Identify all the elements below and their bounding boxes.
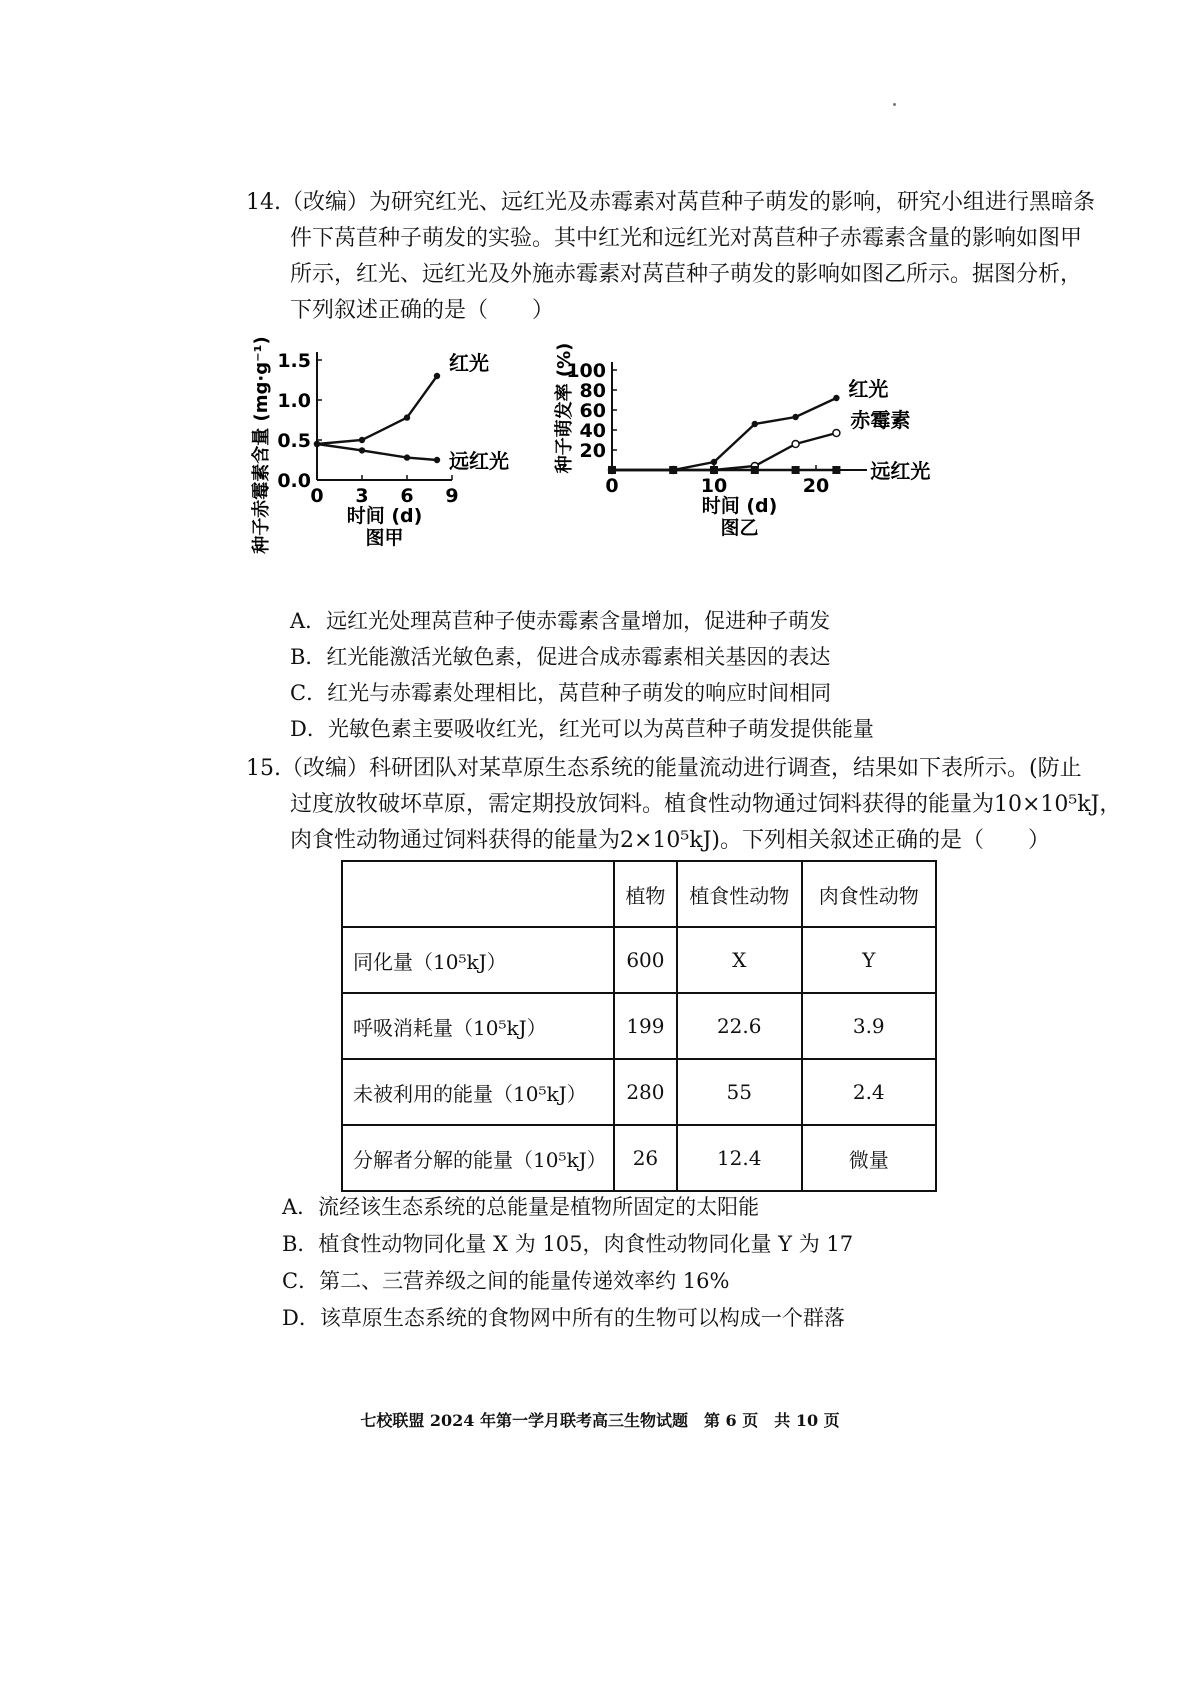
series-label: 远红光 — [449, 449, 509, 473]
table-cell: 未被利用的能量（10⁵kJ） — [342, 1059, 614, 1125]
q15-line-3: 肉食性动物通过饲料获得的能量为2×10⁵kJ)。下列相关叙述正确的是（ ） — [290, 828, 1050, 853]
chart-yi — [554, 342, 1025, 595]
scan-speck — [893, 103, 896, 106]
data-point — [833, 395, 839, 401]
q14-option-c: C．红光与赤霉素处理相比，莴苣种子萌发的响应时间相同 — [290, 681, 832, 705]
series-line — [317, 444, 437, 460]
table-cell — [342, 861, 614, 927]
data-point — [710, 466, 718, 474]
table-header-row — [342, 861, 936, 927]
q15-option-a: A．流经该生态系统的总能量是植物所固定的太阳能 — [282, 1195, 760, 1219]
x-axis-label: 时间 (d) — [346, 505, 423, 527]
data-point — [792, 466, 800, 474]
y-tick-label: 0.5 — [277, 430, 311, 452]
x-tick-label: 20 — [802, 475, 830, 497]
q14-line-2: 件下莴苣种子萌发的实验。其中红光和远红光对莴苣种子赤霉素含量的影响如图甲 — [290, 226, 1083, 251]
y-tick-label: 1.5 — [277, 350, 311, 372]
y-axis-label: 种子赤霉素含量 (mg·g⁻¹) — [251, 336, 272, 554]
q15-line-2: 过度放牧破坏草原，需定期投放饲料。植食性动物通过饲料获得的能量为10×10⁵kJ， — [290, 792, 1122, 817]
data-point — [404, 414, 410, 420]
table-row — [342, 1059, 936, 1125]
data-point — [792, 441, 799, 448]
y-tick-label: 100 — [566, 360, 606, 382]
data-point — [711, 459, 717, 465]
data-point — [359, 447, 365, 453]
q15-option-b: B．植食性动物同化量 X 为 105，肉食性动物同化量 Y 为 17 — [282, 1232, 854, 1256]
chart-jia — [251, 336, 585, 595]
y-tick-label: 20 — [579, 440, 606, 462]
table-cell: 分解者分解的能量（10⁵kJ） — [342, 1125, 614, 1191]
table-cell: 呼吸消耗量（10⁵kJ） — [342, 993, 614, 1059]
q14-line-4: 下列叙述正确的是（ ） — [290, 298, 555, 323]
table-header: 肉食性动物 — [802, 861, 936, 927]
y-tick-label: 80 — [579, 380, 606, 402]
series-label: 赤霉素 — [850, 408, 911, 432]
table-cell: 600 — [614, 927, 677, 993]
q14-option-d: D．光敏色素主要吸收红光，红光可以为莴苣种子萌发提供能量 — [290, 717, 874, 741]
data-point — [751, 466, 759, 474]
x-tick-label: 9 — [445, 485, 459, 507]
page-footer: 七校联盟 2024 年第一学月联考高三生物试题 第 6 页 共 10 页 — [360, 1411, 840, 1430]
table-row — [342, 1125, 936, 1191]
table-row — [342, 927, 936, 993]
table-cell: 26 — [614, 1125, 677, 1191]
table-cell: 12.4 — [677, 1125, 802, 1191]
series-line — [317, 376, 437, 444]
table-cell: 3.9 — [802, 993, 936, 1059]
q14-option-b: B．红光能激活光敏色素，促进合成赤霉素相关基因的表达 — [290, 645, 831, 669]
data-point — [434, 457, 440, 463]
q15-line-1: 15.（改编）科研团队对某草原生态系统的能量流动进行调查，结果如下表所示。(防止 — [246, 756, 1082, 781]
data-point — [752, 421, 758, 427]
table-header: 植物 — [614, 861, 677, 927]
data-point — [792, 414, 798, 420]
q15-option-c: C．第二、三营养级之间的能量传递效率约 16% — [282, 1269, 730, 1293]
data-point — [434, 373, 440, 379]
q14-option-a: A．远红光处理莴苣种子使赤霉素含量增加，促进种子萌发 — [290, 609, 831, 633]
y-tick-label: 0.0 — [277, 470, 311, 492]
series-label: 红光 — [449, 351, 489, 375]
data-point — [314, 441, 320, 447]
x-tick-label: 0 — [310, 485, 324, 507]
table-cell: 280 — [614, 1059, 677, 1125]
series-line — [612, 398, 836, 470]
y-tick-label: 60 — [579, 400, 606, 422]
y-tick-label: 40 — [579, 420, 606, 442]
x-tick-label: 0 — [605, 475, 619, 497]
table-cell: 55 — [677, 1059, 802, 1125]
table-cell: 同化量（10⁵kJ） — [342, 927, 614, 993]
chart-title: 图乙 — [720, 517, 759, 539]
y-tick-label: 1.0 — [277, 390, 311, 412]
table-cell: X — [677, 927, 802, 993]
data-point — [832, 466, 840, 474]
data-point — [359, 437, 365, 443]
x-tick-label: 10 — [700, 475, 728, 497]
x-tick-label: 3 — [355, 485, 369, 507]
series-label: 远红光 — [870, 459, 931, 483]
x-tick-label: 6 — [400, 485, 414, 507]
table-row — [342, 993, 936, 1059]
table-header: 植食性动物 — [677, 861, 802, 927]
y-axis-label: 种子萌发率 (%) — [554, 342, 575, 474]
q14-line-3: 所示，红光、远红光及外施赤霉素对莴苣种子萌发的影响如图乙所示。据图分析， — [290, 262, 1083, 287]
table-cell: 22.6 — [677, 993, 802, 1059]
chart-title: 图甲 — [365, 527, 404, 549]
q15-option-d: D．该草原生态系统的食物网中所有的生物可以构成一个群落 — [282, 1306, 845, 1330]
data-point — [608, 466, 616, 474]
data-point — [669, 466, 677, 474]
series-label: 红光 — [848, 377, 889, 401]
energy-table — [341, 860, 937, 1192]
table-cell: 2.4 — [802, 1059, 936, 1125]
table-cell: 199 — [614, 993, 677, 1059]
table-cell: Y — [802, 927, 936, 993]
table-cell: 微量 — [802, 1125, 936, 1191]
q14-line-1: 14.（改编）为研究红光、远红光及赤霉素对莴苣种子萌发的影响，研究小组进行黑暗条 — [246, 190, 1095, 215]
data-point — [833, 430, 840, 437]
data-point — [404, 454, 410, 460]
x-axis-label: 时间 (d) — [701, 495, 778, 517]
